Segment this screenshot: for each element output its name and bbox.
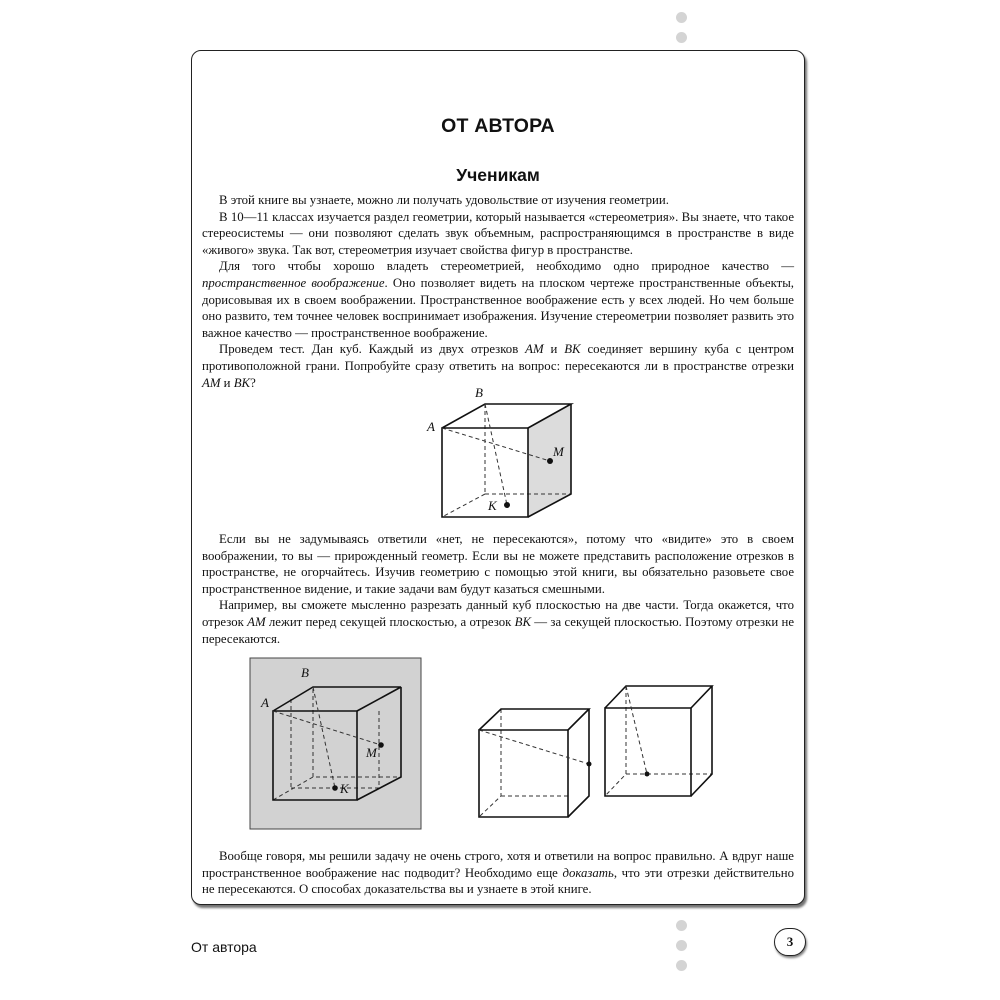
- binder-dot: [676, 960, 687, 971]
- point-k: [645, 772, 650, 777]
- label-b: B: [475, 385, 483, 400]
- paragraph: Вообще говоря, мы решили задачу не очень строго, хотя и ответили на вопрос правильно. А вдруг наше пространственное воображение нас подводит? Необходимо еще доказать, что эти отрезки действительно не пересекаются. О способах доказательства вы и узнаете в этой книге.: [202, 849, 794, 897]
- hidden-edge: [605, 686, 626, 796]
- segment-bk: [485, 404, 507, 505]
- binder-dot: [676, 32, 687, 43]
- paragraph: Если вы не задумываясь ответили «нет, не пересекаются», потому что «видите» это в своем воображении, то вы — прирожденный геометр. Если вы не можете представить расположение отрезков в пространстве, не огорчайтесь. Изучив геометрию с помощью этой книги, вы обязательно разовьете свое пространственное видение, и такие задачи вам будут казаться смешными.: [202, 532, 794, 596]
- half-top-face: [479, 709, 589, 730]
- binder-dot: [676, 12, 687, 23]
- segment-bk: [626, 686, 647, 774]
- closing-text: [202, 848, 794, 898]
- section-subtitle: Ученикам: [456, 165, 540, 185]
- cutting-plane: [250, 658, 421, 829]
- intro-text: [202, 192, 794, 391]
- page-number: 3: [774, 928, 806, 956]
- page-title: ОТ АВТОРА: [441, 115, 555, 137]
- half-right-edge: [691, 686, 712, 796]
- paragraph: В этой книге вы узнаете, можно ли получать удовольствие от изучения геометрии.: [219, 193, 669, 207]
- label-k: K: [340, 781, 349, 796]
- binder-dot: [676, 940, 687, 951]
- label-k: K: [488, 498, 497, 513]
- label-a: A: [261, 695, 269, 710]
- label-m: M: [553, 444, 564, 459]
- point-m: [378, 742, 384, 748]
- paragraph: В 10—11 классах изучается раздел геометрии, который называется «стереометрия». Вы знаете, что такое стереосистемы — они позволяют сделать звук объемным, распространяющимся в пространстве в виде «живого» звука. Так вот, стереометрия изучает свойства фигур в пространстве.: [202, 209, 794, 257]
- label-m: M: [366, 745, 377, 760]
- segment-am: [479, 730, 589, 764]
- paragraph: Проведем тест. Дан куб. Каждый из двух отрезков AM и BK соединяет вершину куба с центром противоположной грани. Попробуйте сразу ответить на вопрос: пересекаются ли в пространстве отрезки AM и BK?: [202, 342, 794, 390]
- point-k: [504, 502, 510, 508]
- half-right-edge: [568, 709, 589, 817]
- middle-text: [202, 531, 794, 647]
- hidden-edge: [479, 709, 501, 817]
- content-panel: [191, 50, 805, 905]
- point-m: [587, 762, 592, 767]
- label-a: A: [427, 419, 435, 434]
- cube-figure: [422, 381, 582, 526]
- split-halves-figure: [472, 666, 722, 826]
- cut-cube-figure: [249, 657, 424, 832]
- half-top-face: [605, 686, 712, 708]
- point-k: [332, 785, 338, 791]
- paragraph: Например, вы сможете мысленно разрезать данный куб плоскостью на две части. Тогда окажется, что отрезок AM лежит перед секущей плоскостью, а отрезок BK — за секущей плоскостью. Поэтому отрезки не пересекаются.: [202, 598, 794, 646]
- binder-dot: [676, 920, 687, 931]
- footer-section-title: От автора: [191, 939, 257, 955]
- paragraph: Для того чтобы хорошо владеть стереометрией, необходимо одно природное качество — пространственное воображение. Оно позволяет видеть на плоском чертеже пространственные объекты, дорисовывая их в своем воображении. Пространственное воображение есть у всех людей. Но чем больше оно развито, тем точнее человек воспринимает изображения. Изучение стереометрии позволяет развить это важное качество — пространственное воображение.: [202, 259, 795, 340]
- label-b: B: [301, 665, 309, 680]
- hidden-edge: [442, 494, 485, 517]
